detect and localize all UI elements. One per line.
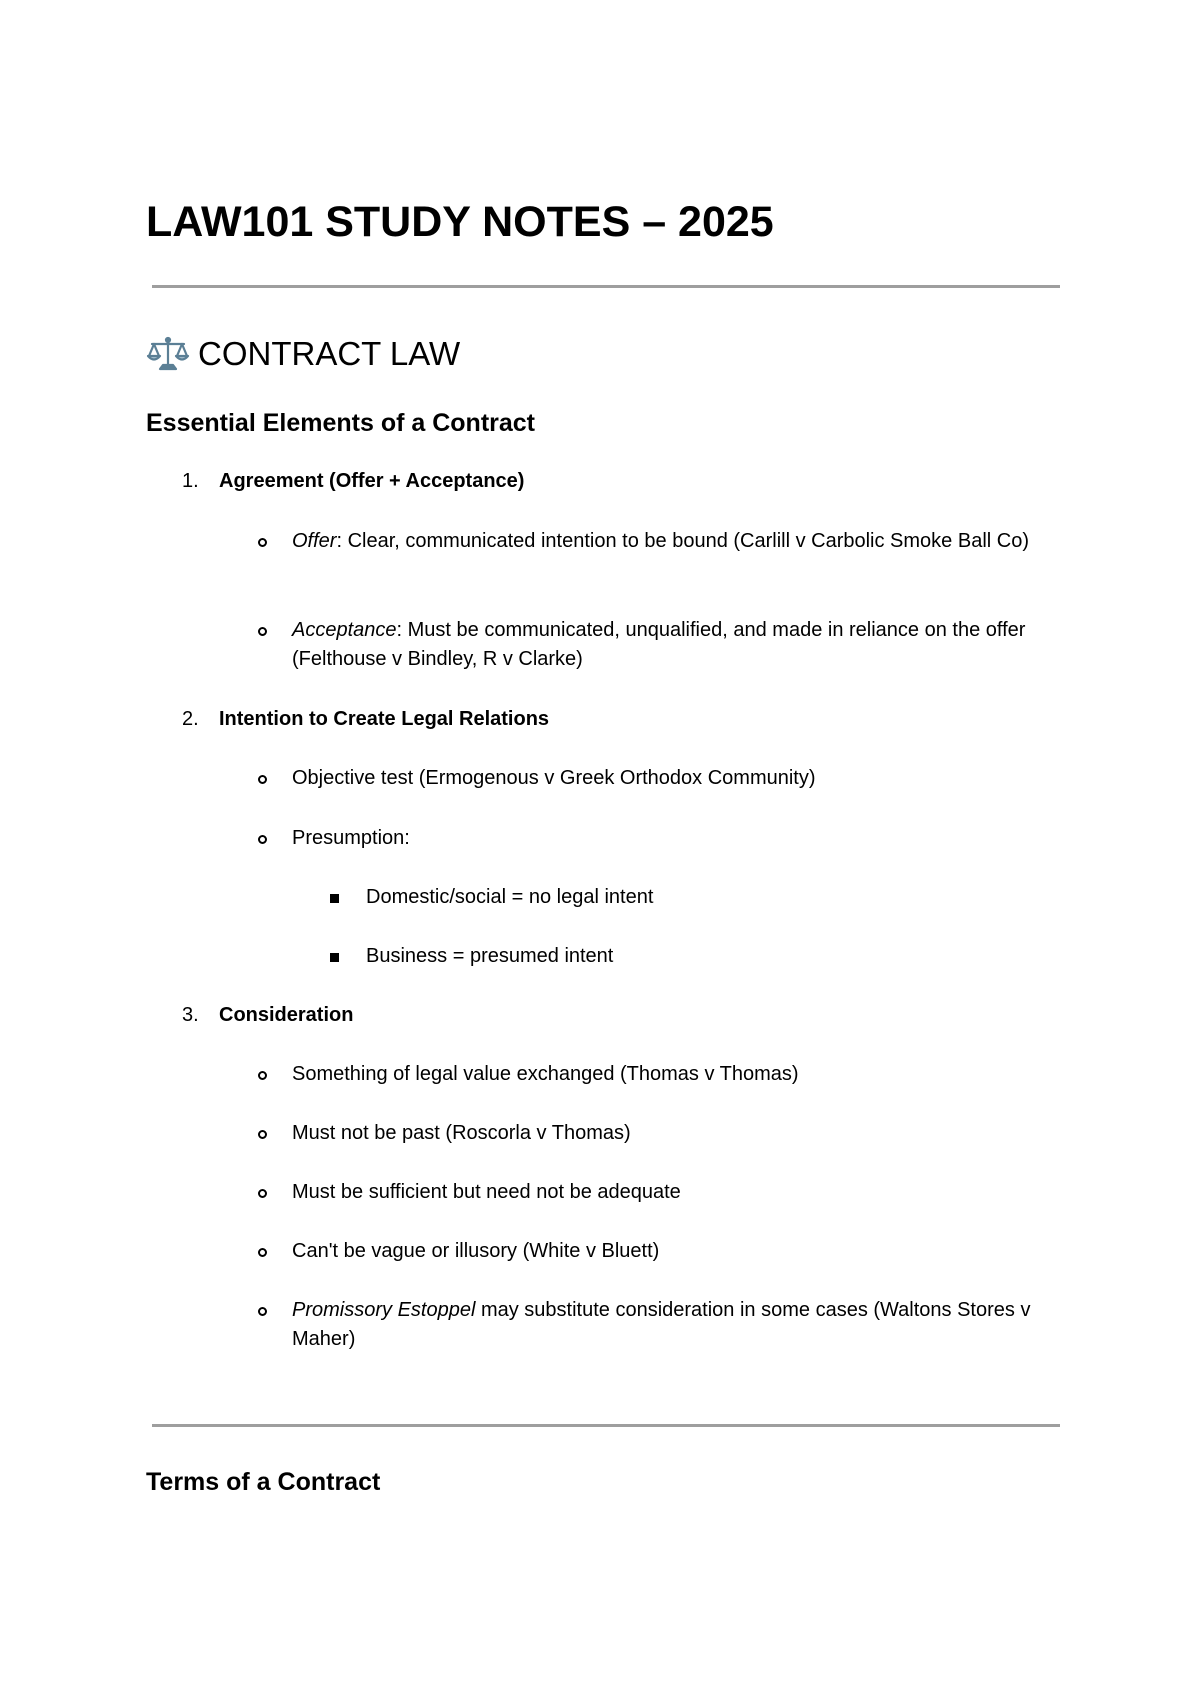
horizontal-rule: [152, 1424, 1060, 1427]
bullet-item: Objective test (Ermogenous v Greek Orthodox Community): [292, 767, 816, 789]
bullet-term: Offer: [292, 530, 337, 552]
sub-bullet-item: Domestic/social = no legal intent: [366, 886, 654, 908]
bullet-item: Presumption:: [292, 827, 410, 849]
hollow-bullet: [258, 1071, 267, 1080]
bullet-text: : Clear, communicated intention to be bound (Carlill v Carbolic Smoke Ball Co): [336, 530, 1029, 552]
list-number: 1.: [182, 470, 199, 492]
section-heading-text: CONTRACT LAW: [198, 335, 461, 372]
hollow-bullet: [258, 835, 267, 844]
bullet-item: Can't be vague or illusory (White v Bluett): [292, 1240, 660, 1262]
bullet-text: may substitute consideration in some cases (Waltons Stores v Maher): [292, 1299, 1031, 1350]
bullet-term: Acceptance: [292, 619, 397, 641]
bullet-item: Must be sufficient but need not be adequate: [292, 1181, 681, 1203]
list-item-title: Agreement (Offer + Acceptance): [219, 470, 525, 492]
bullet-term: Promissory Estoppel: [292, 1299, 476, 1321]
document-title: LAW101 STUDY NOTES – 2025: [146, 198, 774, 246]
bullet-text: : Must be communicated, unqualified, and made in reliance on the offer (Felthouse v Bindley, R v Clarke): [292, 619, 1026, 670]
hollow-bullet: [258, 1189, 267, 1198]
square-bullet: [330, 894, 339, 903]
hollow-bullet: [258, 1130, 267, 1139]
square-bullet: [330, 953, 339, 962]
hollow-bullet: [258, 627, 267, 636]
bullet-item: Must not be past (Roscorla v Thomas): [292, 1122, 631, 1144]
list-number: 2.: [182, 708, 199, 730]
horizontal-rule: [152, 285, 1060, 288]
sub-bullet-item: Business = presumed intent: [366, 945, 614, 967]
list-item-title: Consideration: [219, 1004, 354, 1026]
hollow-bullet: [258, 1307, 267, 1316]
subheading-essential-elements: Essential Elements of a Contract: [146, 409, 536, 437]
list-number: 3.: [182, 1004, 199, 1026]
list-item-title: Intention to Create Legal Relations: [219, 708, 550, 730]
bullet-item: Something of legal value exchanged (Thomas v Thomas): [292, 1063, 799, 1085]
section-heading: [146, 332, 460, 376]
balance-scale-icon: [146, 334, 190, 374]
hollow-bullet: [258, 1248, 267, 1257]
hollow-bullet: [258, 775, 267, 784]
hollow-bullet: [258, 538, 267, 547]
bullet-item: [292, 1296, 1072, 1354]
bullet-item: [292, 616, 1072, 674]
bullet-item: [292, 527, 1072, 556]
subheading-terms-of-contract: Terms of a Contract: [146, 1468, 381, 1496]
